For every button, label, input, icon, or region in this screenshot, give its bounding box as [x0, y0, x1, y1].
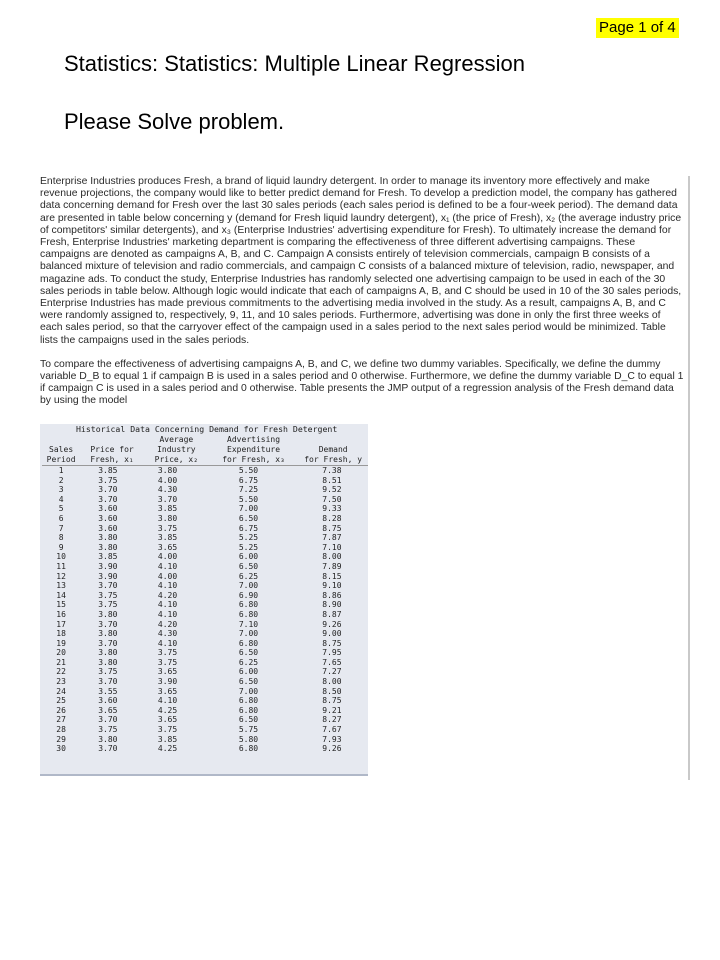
table-row [42, 715, 368, 725]
table-cell: 3.65 [157, 686, 178, 696]
table-cell: 27 [56, 715, 66, 725]
column-header-2 [144, 435, 209, 466]
table-cell: 3.70 [98, 485, 118, 495]
table-cell: 7.00 [238, 504, 259, 514]
table-cell: 3.65 [157, 667, 178, 677]
table-cell: 6.80 [238, 600, 259, 610]
table-cell: 7.00 [238, 629, 259, 639]
table-cell: 9.10 [322, 581, 342, 591]
table-cell: 8.90 [322, 600, 342, 610]
column-header-line: Expenditure [227, 445, 281, 454]
table-cell: 3.60 [98, 513, 118, 523]
table-row [42, 706, 368, 716]
table-cell: 7.00 [238, 686, 259, 696]
table-cell: 3.90 [98, 561, 118, 571]
table-cell: 6.50 [238, 513, 259, 523]
table-cell: 3.75 [98, 475, 118, 485]
table-cell: 9.52 [322, 485, 342, 495]
table-cell: 4.25 [157, 744, 178, 754]
table-row [42, 591, 368, 601]
column-header-line: Period [46, 455, 76, 464]
table-cell: 4.10 [157, 581, 178, 591]
table-cell: 4.30 [157, 485, 178, 495]
table-cell: 3.70 [98, 494, 118, 504]
column-header-line: for Fresh, y [304, 455, 363, 464]
table-cell: 4.10 [157, 609, 178, 619]
table-cell: 8.00 [322, 552, 342, 562]
table-row [42, 667, 368, 677]
column-header-4 [298, 435, 368, 466]
table-cell: 3.80 [98, 609, 118, 619]
table-cell: 25 [56, 696, 66, 706]
table-cell: 6 [58, 513, 64, 523]
table-row [42, 533, 368, 543]
table-cell: 4 [58, 494, 64, 504]
table-cell: 3.90 [157, 677, 178, 687]
table-cell: 3.75 [98, 600, 118, 610]
table-cell: 29 [56, 734, 66, 744]
problem-paragraph-2: To compare the effectiveness of advertising campaigns A, B, and C, we define two dummy variables. Specifically, we define the dummy variable D_B to equal 1 if campaign B is used in a sales period and 0 otherwise. Furthermore, we define the dummy variable D_C to equal 1 if campaign C is used in a sales period and 0 otherwise. Table presents the JMP output of a regression analysis of the Fresh demand data by using the model [40, 358, 684, 407]
table-cell: 7.50 [322, 494, 342, 504]
table-cell: 2 [58, 475, 64, 485]
table-cell: 6.25 [238, 657, 259, 667]
table-row [42, 639, 368, 649]
table-cell: 17 [56, 619, 66, 629]
table-cell: 8.27 [322, 715, 342, 725]
table-cell: 3.70 [98, 715, 118, 725]
table-cell: 7.27 [322, 667, 342, 677]
table-row [42, 476, 368, 486]
table-cell: 8.87 [322, 609, 342, 619]
table-cell: 1 [58, 466, 64, 475]
table-cell: 6.75 [238, 475, 259, 485]
table-cell: 9.33 [322, 504, 342, 514]
table-cell: 6.50 [238, 561, 259, 571]
table-cell: 19 [56, 638, 66, 648]
table-row [42, 572, 368, 582]
table-cell: 13 [56, 581, 66, 591]
table-cell: 9.26 [322, 619, 342, 629]
table-cell: 4.10 [157, 696, 178, 706]
table-row [42, 495, 368, 505]
table-cell: 6.50 [238, 715, 259, 725]
table-row [42, 466, 368, 476]
table-cell: 4.10 [157, 561, 178, 571]
table-cell: 21 [56, 657, 66, 667]
column-header-line: for Fresh, x₃ [222, 455, 285, 464]
table-row [42, 504, 368, 514]
table-cell: 11 [56, 561, 66, 571]
table-cell: 20 [56, 648, 66, 658]
table-cell: 4.00 [157, 552, 178, 562]
table-cell: 8.51 [322, 475, 342, 485]
table-cell: 8 [58, 533, 64, 543]
table-cell: 3.65 [98, 705, 118, 715]
table-row [42, 696, 368, 706]
table-row [42, 735, 368, 745]
column-header-1 [80, 435, 144, 466]
table-cell: 3.70 [98, 638, 118, 648]
table-cell: 3.65 [157, 715, 178, 725]
table-cell: 3 [58, 485, 64, 495]
table-row [42, 524, 368, 534]
table-cell: 5.50 [238, 466, 259, 475]
table-cell: 7.87 [322, 533, 342, 543]
table-cell: 3.70 [98, 744, 118, 754]
table-cell: 3.70 [157, 494, 178, 504]
table-cell: 3.75 [98, 667, 118, 677]
table-cell: 3.70 [98, 677, 118, 687]
column-header-line: Average [159, 435, 194, 444]
table-cell: 6.00 [238, 667, 259, 677]
table-row [42, 744, 368, 754]
table-cell: 6.80 [238, 638, 259, 648]
table-row [42, 629, 368, 639]
table-cell: 4.00 [157, 475, 178, 485]
table-cell: 6.80 [238, 744, 259, 754]
table-cell: 30 [56, 744, 66, 754]
table-cell: 8.50 [322, 686, 342, 696]
table-cell: 3.55 [98, 686, 118, 696]
fresh-detergent-data-table [40, 424, 368, 776]
table-cell: 5.25 [238, 533, 259, 543]
table-cell: 3.80 [157, 513, 178, 523]
table-row [42, 485, 368, 495]
table-row [42, 581, 368, 591]
table-cell: 7.10 [238, 619, 259, 629]
table-cell: 3.80 [98, 533, 118, 543]
table-cell: 6.80 [238, 696, 259, 706]
table-cell: 9 [58, 542, 64, 552]
table-cell: 8.86 [322, 590, 342, 600]
table-cell: 3.80 [98, 542, 118, 552]
table-cell: 9.26 [322, 744, 342, 754]
table-cell: 8.75 [322, 696, 342, 706]
table-header-row [42, 435, 368, 466]
table-cell: 3.80 [157, 466, 178, 475]
table-cell: 6.50 [238, 648, 259, 658]
table-row [42, 552, 368, 562]
column-header-line: Price, x₂ [154, 455, 199, 464]
table-cell: 3.85 [157, 734, 178, 744]
table-cell: 7.00 [238, 581, 259, 591]
table-cell: 22 [56, 667, 66, 677]
table-cell: 3.80 [98, 629, 118, 639]
table-row [42, 725, 368, 735]
column-header-3 [209, 435, 298, 466]
table-cell: 15 [56, 600, 66, 610]
table-cell: 8.28 [322, 513, 342, 523]
table-cell: 3.70 [98, 581, 118, 591]
table-cell: 26 [56, 705, 66, 715]
table-cell: 4.20 [157, 619, 178, 629]
table-cell: 3.85 [157, 533, 178, 543]
table-cell: 7.93 [322, 734, 342, 744]
page-title: Statistics: Statistics: Multiple Linear Regression [64, 51, 525, 76]
column-header-line: Fresh, x₁ [90, 455, 134, 464]
table-cell: 12 [56, 571, 66, 581]
table-cell: 6.00 [238, 552, 259, 562]
table-cell: 3.75 [98, 725, 118, 735]
table-cell: 3.75 [157, 523, 178, 533]
table-cell: 24 [56, 686, 66, 696]
table-body [42, 466, 368, 754]
table-cell: 6.80 [238, 609, 259, 619]
table-cell: 4.20 [157, 590, 178, 600]
table-cell: 6.75 [238, 523, 259, 533]
table-cell: 3.90 [98, 571, 118, 581]
table-cell: 3.70 [98, 619, 118, 629]
table-row [42, 687, 368, 697]
table-cell: 3.75 [98, 590, 118, 600]
column-header-line: Advertising [227, 435, 281, 444]
table-cell: 7.67 [322, 725, 342, 735]
table-row [42, 600, 368, 610]
table-cell: 7.25 [238, 485, 259, 495]
table-cell: 16 [56, 609, 66, 619]
table-cell: 4.30 [157, 629, 178, 639]
table-cell: 8.75 [322, 523, 342, 533]
column-header-line: Demand [318, 445, 348, 454]
table-cell: 8.00 [322, 677, 342, 687]
table-cell: 3.85 [98, 466, 118, 475]
column-header-line: Price for [90, 445, 134, 454]
table-cell: 4.00 [157, 571, 178, 581]
table-cell: 14 [56, 590, 66, 600]
table-cell: 7.38 [322, 466, 342, 475]
table-cell: 6.80 [238, 705, 259, 715]
column-header-line: Sales [49, 445, 74, 454]
table-cell: 3.75 [157, 648, 178, 658]
page-indicator: Page 1 of 4 [596, 18, 679, 38]
table-cell: 3.75 [157, 657, 178, 667]
table-cell: 3.85 [98, 552, 118, 562]
table-cell: 5 [58, 504, 64, 514]
table-cell: 9.21 [322, 705, 342, 715]
table-cell: 5.50 [238, 494, 259, 504]
table-cell: 3.80 [98, 657, 118, 667]
table-cell: 6.25 [238, 571, 259, 581]
table-cell: 7 [58, 523, 64, 533]
table-cell: 3.65 [157, 542, 178, 552]
table-cell: 4.10 [157, 600, 178, 610]
table-row [42, 562, 368, 572]
table-cell: 3.85 [157, 504, 178, 514]
table-cell: 7.89 [322, 561, 342, 571]
table-cell: 3.80 [98, 648, 118, 658]
table-cell: 18 [56, 629, 66, 639]
table-cell: 3.60 [98, 523, 118, 533]
table-row [42, 610, 368, 620]
table-cell: 7.65 [322, 657, 342, 667]
table-cell: 7.95 [322, 648, 342, 658]
problem-paragraph-1: Enterprise Industries produces Fresh, a brand of liquid laundry detergent. In order to manage its inventory more effectively and make revenue projections, the company would like to better predict demand for Fresh. To develop a prediction model, the company has gathered data concerning demand for Fresh over the last 30 sales periods (each sales period is defined to be a four-week period). The demand data are presented in table below concerning y (demand for Fresh liquid laundry detergent), x₁ (the price of Fresh), x₂ (the average industry price of competitors' similar detergents), and x₃ (Enterprise Industries' advertising expenditure for Fresh). To ultimately increase the demand for Fresh, Enterprise Industries' marketing department is comparing the effectiveness of three different advertising campaigns. These campaigns are denoted as campaigns A, B, and C. Campaign A consists entirely of television commercials, campaign B consists of a balanced mixture of television and radio commercials, and campaign C consists of a balanced mixture of television, radio, newspaper, and magazine ads. To conduct the study, Enterprise Industries has randomly selected one advertising campaign to be used in each of the 30 sales periods in table below. Although logic would indicate that each of campaigns A, B, and C should be used in 10 of the 30 sales periods, Enterprise Industries has made previous commitments to the advertising media involved in the study. As a result, campaigns A, B, and C were randomly assigned to, respectively, 9, 11, and 10 sales periods. Furthermore, advertising was done in only the first three weeks of each sales period, so that the carryover effect of the campaign used in a sales period to the next sales period would be minimized. Table lists the campaigns used in the sales periods. [40, 176, 682, 346]
table-row [42, 648, 368, 658]
table-cell: 3.80 [98, 734, 118, 744]
table-cell: 10 [56, 552, 66, 562]
column-header-line: Industry [157, 445, 196, 454]
table-cell: 9.00 [322, 629, 342, 639]
table-row [42, 620, 368, 630]
table-cell: 7.10 [322, 542, 342, 552]
table-cell: 5.25 [238, 542, 259, 552]
table-title: Historical Data Concerning Demand for Fresh Detergent [76, 424, 338, 434]
table-cell: 6.50 [238, 677, 259, 687]
table-row [42, 514, 368, 524]
table-cell: 28 [56, 725, 66, 735]
table-cell: 3.60 [98, 504, 118, 514]
table-row [42, 677, 368, 687]
table-cell: 4.25 [157, 705, 178, 715]
table-row [42, 543, 368, 553]
column-header-0 [42, 435, 80, 466]
table-row [42, 658, 368, 668]
instruction-text: Please Solve problem. [64, 109, 285, 134]
table-cell: 5.80 [238, 734, 259, 744]
table-cell: 4.10 [157, 638, 178, 648]
table-cell: 5.75 [238, 725, 259, 735]
table-cell: 3.60 [98, 696, 118, 706]
table-cell: 3.75 [157, 725, 178, 735]
table-cell: 23 [56, 677, 66, 687]
table-cell: 8.75 [322, 638, 342, 648]
table-cell: 8.15 [322, 571, 342, 581]
data-table [42, 435, 368, 754]
table-cell: 6.90 [238, 590, 259, 600]
